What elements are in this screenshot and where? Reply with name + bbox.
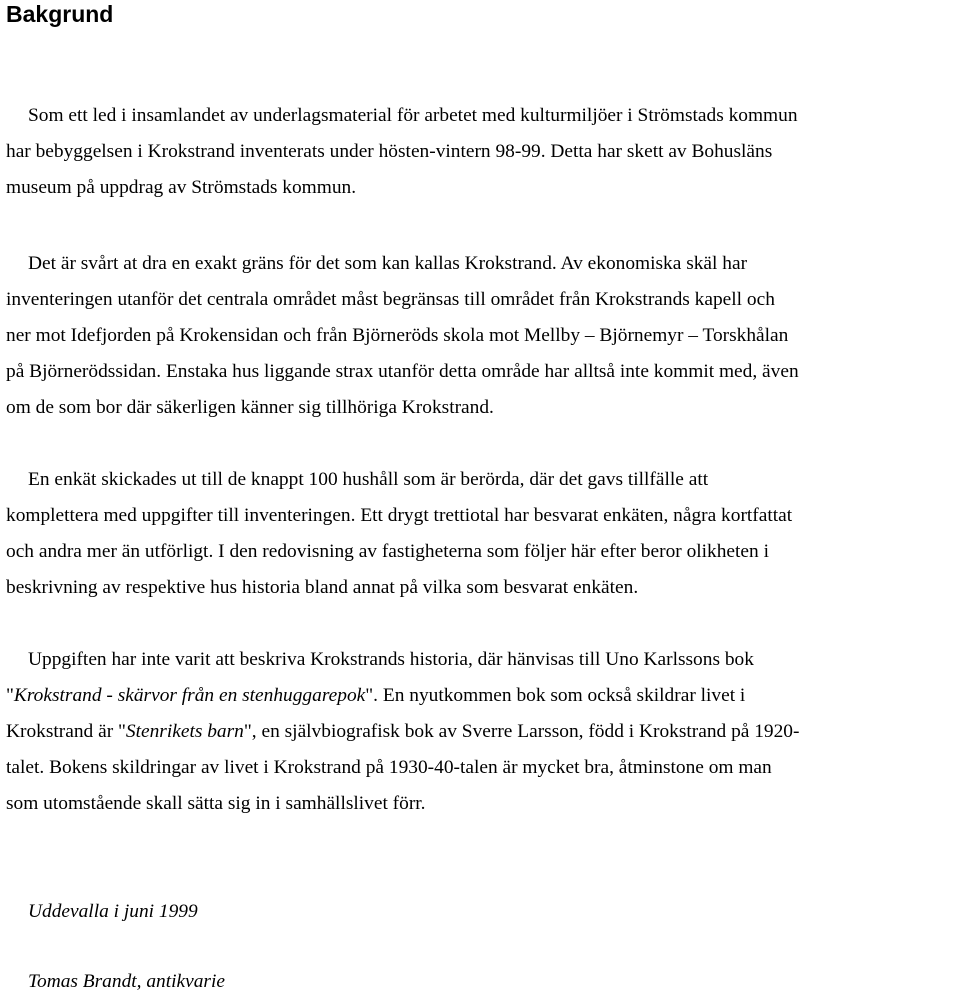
paragraph-line: En enkät skickades ut till de knappt 100 hushåll som är berörda, där det gavs tillfälle att [28,469,709,490]
paragraph-line [6,678,956,714]
paragraph-line: ner mot Idefjorden på Krokensidan och från Björneröds skola mot Mellby – Björnemyr – Torskhålan [6,325,789,346]
paragraph-text: Krokstrand är " [6,721,126,742]
paragraph-2 [6,246,956,426]
paragraph-4 [6,642,956,822]
paragraph-line: som utomstående skall sätta sig in i samhällslivet förr. [6,793,426,814]
paragraph-line: museum på uppdrag av Strömstads kommun. [6,177,357,198]
paragraph-line: inventeringen utanför det centrala området måst begränsas till området från Krokstrands kapell och [6,289,775,310]
paragraph-line: talet. Bokens skildringar av livet i Krokstrand på 1930-40-talen är mycket bra, åtminstone om man [6,757,772,778]
paragraph-3 [6,462,956,606]
paragraph-line: komplettera med uppgifter till inventeringen. Ett drygt trettiotal har besvarat enkäten, några kortfattat [6,505,793,526]
paragraph-line: och andra mer än utförligt. I den redovisning av fastigheterna som följer här efter beror olikheten i [6,541,769,562]
paragraph-line: Det är svårt at dra en exakt gräns för det som kan kallas Krokstrand. Av ekonomiska skäl har [28,253,748,274]
paragraph-1 [6,98,956,206]
place-and-date: Uddevalla i juni 1999 [28,901,198,922]
book-title-stenrikets-barn: Stenrikets barn [125,721,244,742]
paragraph-line: Som ett led i insamlandet av underlagsmaterial för arbetet med kulturmiljöer i Strömstads kommun [28,105,798,126]
paragraph-line [6,714,956,750]
page-title: Bakgrund [6,1,114,27]
paragraph-line: om de som bor där säkerligen känner sig tillhöriga Krokstrand. [6,397,494,418]
signature: Tomas Brandt, antikvarie [28,971,225,992]
paragraph-line: har bebyggelsen i Krokstrand inventerats under hösten-vintern 98-99. Detta har skett av Bohusläns [6,141,773,162]
paragraph-text: ". En nyutkommen bok som också skildrar livet i [365,685,746,706]
paragraph-line: Uppgiften har inte varit att beskriva Krokstrands historia, där hänvisas till Uno Karlssons bok [28,649,754,670]
paragraph-line: beskrivning av respektive hus historia bland annat på vilka som besvarat enkäten. [6,577,639,598]
quote-mark: " [6,685,14,706]
paragraph-line: på Björnerödssidan. Enstaka hus liggande strax utanför detta område har alltså inte kommit med, även [6,361,799,382]
paragraph-text: ", en självbiografisk bok av Sverre Larsson, född i Krokstrand på 1920- [243,721,800,742]
book-title-krokstrand: Krokstrand - skärvor från en stenhuggarepok [13,685,366,706]
